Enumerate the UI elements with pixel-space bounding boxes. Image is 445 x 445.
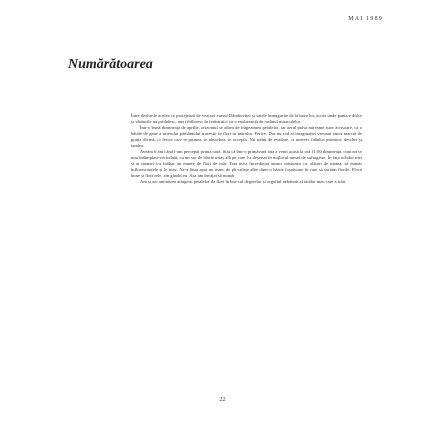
running-header-date: MAI 1989 — [348, 16, 383, 22]
chapter-title: Numărătoarea — [68, 57, 153, 72]
page-number: 22 — [219, 396, 226, 403]
paragraph: Am și azi amintirea atingerii petalelor de flori în bur-cul degetelor și orgoliul nebănuit al tatălui meu care a trăit — [140, 179, 346, 184]
paragraph: Aveam 6 ani când l-am perceput prima oară. Știu că într-o primăvară tata a venit acasă la ora 11:00 dimineața, cum nu se mai întâmplase niciodată, cu un sac de hârtie uriaș alb pe care l-a deșertat în mijlocul mesei de sufragerie. În fața ochilor mei și ai mamei s-a înălțat un munte de flori de măr. Tata mi-a încredințat atunci misiunea ca, alături de mama, să număr înflorescențele și le triez. Ne-a lăsat apoi un teanc de pli-culețe albe dintr-o hârtie foșnitoare în care să sortăm florile. Florii bune și flori rele, am gândit eu. Așa am învățat să număr. — [131, 149, 362, 178]
paragraph: Într-o bună dimineață de aprilie, orizontul se albea de frăgezimea petalelor, iar aerul pulsa miresme suav acrișoare, ca o bătaie de gene a mierului pământului travestit în flori-ra mărului. Ferice. Dar nu rod al imaginației vreunui autor marcat de grația divină, ci ferice care te primea, te absorbea, te accepta. Nu trăim de evadare, ci univers fabulos primitor, deschis și tandru. — [131, 125, 362, 148]
body-text — [131, 113, 362, 185]
paragraph: Între dealurile acelea ce protejează de veacuri cursul Dâmboviței și satele înmugurite de la baza lor, acolo unde panta e dulce și vânturile nu prididesc, meri înfloresc în ferăstruici cu o exuberanță de ordinul miraculelor. — [131, 113, 362, 124]
